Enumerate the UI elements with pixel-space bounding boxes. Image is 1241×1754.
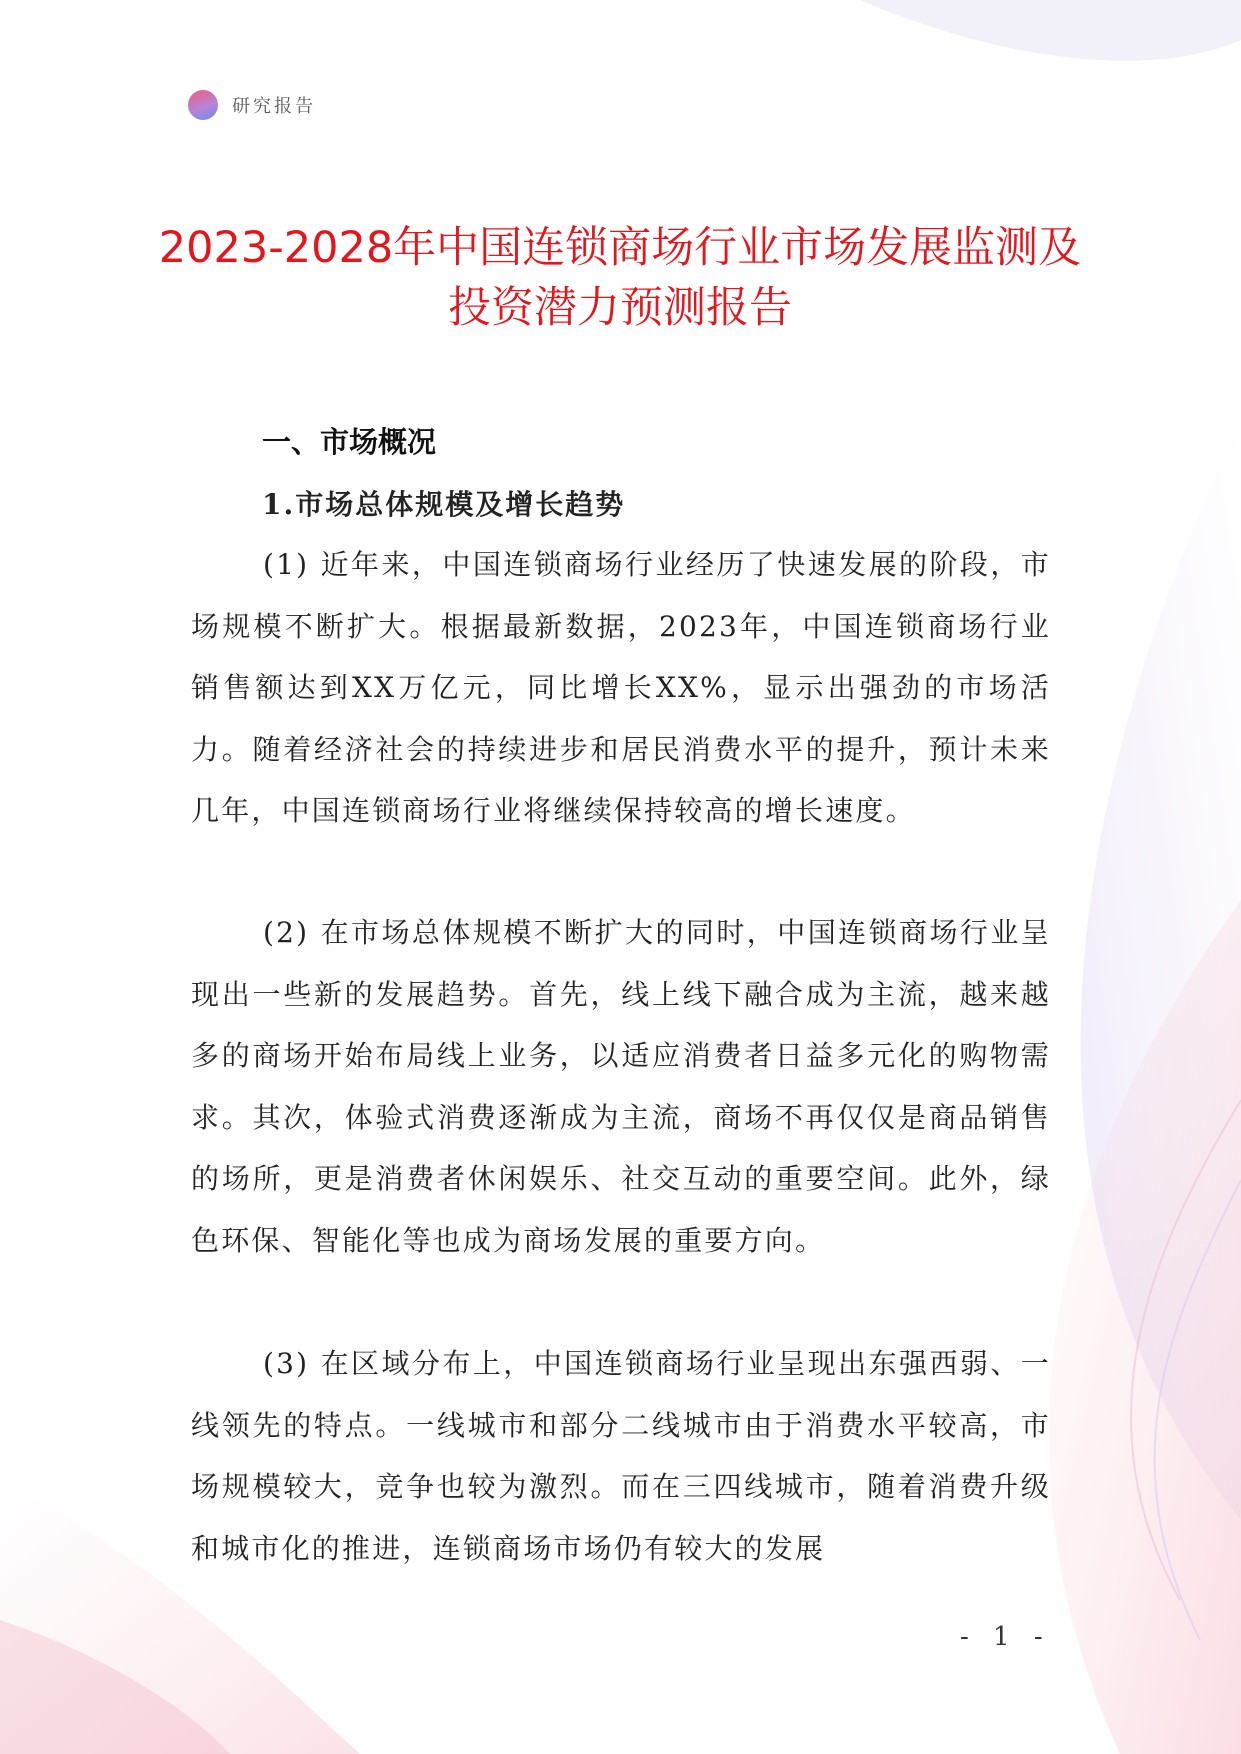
section-heading: 一、市场概况 bbox=[262, 425, 437, 459]
report-title: 2023-2028年中国连锁商场行业市场发展监测及投资潜力预测报告 bbox=[158, 223, 1082, 333]
report-header bbox=[188, 90, 316, 120]
page-number: - 1 - bbox=[960, 1622, 1051, 1652]
paragraph-3: (3) 在区域分布上，中国连锁商场行业呈现出东强西弱、一线领先的特点。一线城市和部分二线城市由于消费水平较高，市场规模较大，竞争也较为激烈。而在三四线城市，随着消费升级和城市化的推进，连锁商场市场仍有较大的发展 bbox=[191, 1347, 1051, 1565]
subsection-heading: 1.市场总体规模及增长趋势 bbox=[262, 488, 626, 521]
logo-circle-icon bbox=[188, 90, 218, 120]
paragraph-2: (2) 在市场总体规模不断扩大的同时，中国连锁商场行业呈现出一些新的发展趋势。首先，线上线下融合成为主流，越来越多的商场开始布局线上业务，以适应消费者日益多元化的购物需求。其次，体验式消费逐渐成为主流，商场不再仅仅是商品销售的场所，更是消费者休闲娱乐、社交互动的重要空间。此外，绿色环保、智能化等也成为商场发展的重要方向。 bbox=[191, 916, 1051, 1257]
header-label: 研究报告 bbox=[232, 96, 316, 117]
paragraph-1: (1) 近年来，中国连锁商场行业经历了快速发展的阶段，市场规模不断扩大。根据最新数据，2023年，中国连锁商场行业销售额达到XX万亿元，同比增长XX%，显示出强劲的市场活力。随着经济社会的持续进步和居民消费水平的提升，预计未来几年，中国连锁商场行业将继续保持较高的增长速度。 bbox=[191, 548, 1051, 827]
